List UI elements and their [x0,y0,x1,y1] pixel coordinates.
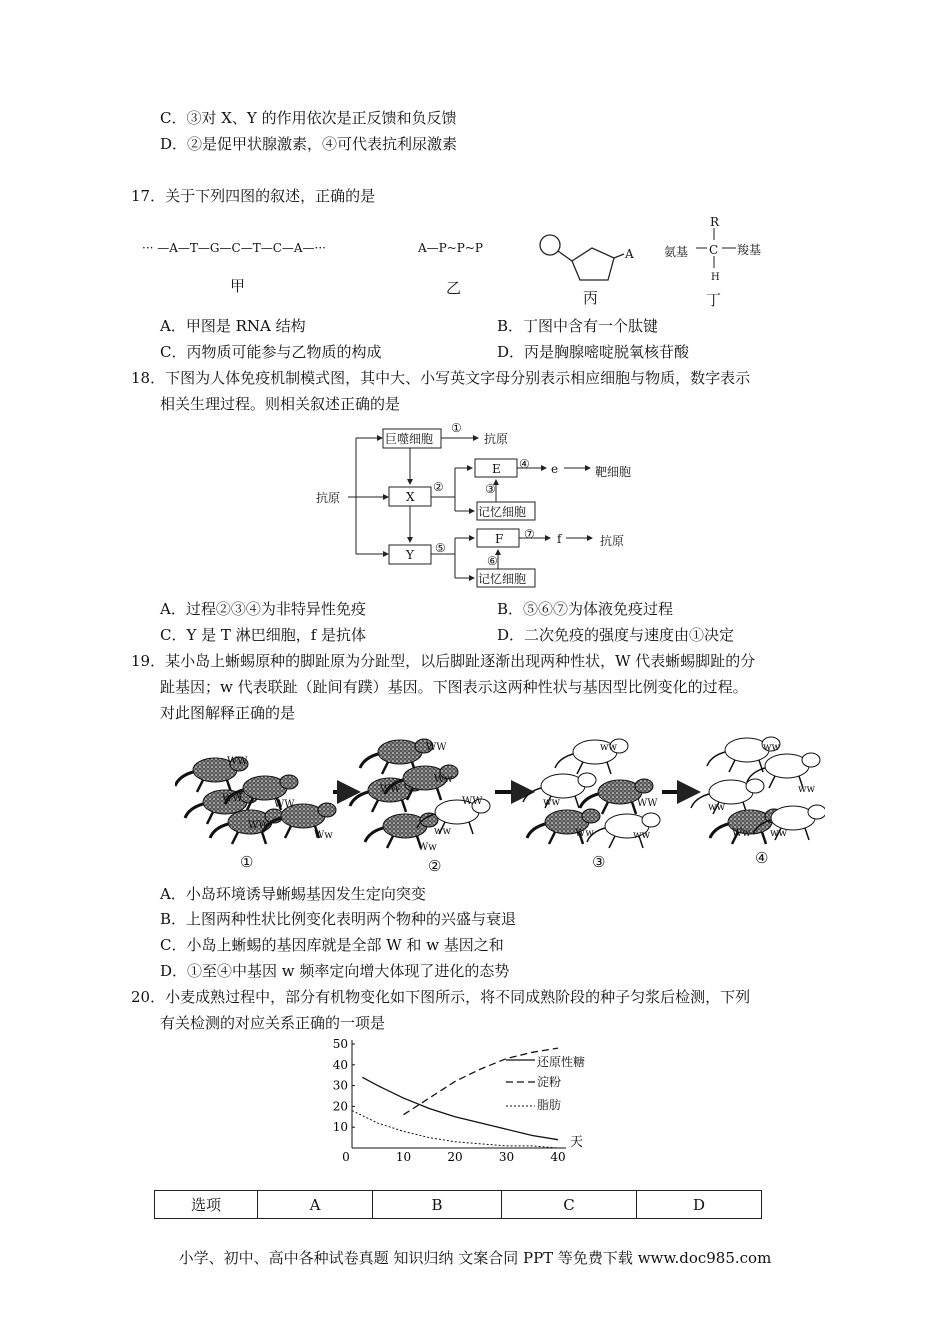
x-tick-label: 0 [342,1150,350,1164]
genotype-label: ww [770,828,788,839]
x-axis-label: 天 [570,1135,584,1150]
genotype-label: ww [434,826,452,837]
q19-stem-line2: 趾基因；w 代表联趾（趾间有蹼）基因。下图表示这两种性状与基因型比例变化的过程。 [160,678,748,696]
q18-macrophage: 巨噬细胞 [385,432,434,446]
q19-option-a: A．小岛环境诱导蜥蜴基因发生定向突变 [160,885,426,903]
q18-target-cell: 靶细胞 [595,465,632,479]
q17-ding-r: R [710,215,720,229]
q19-panel-1: ① [240,853,254,871]
q17-jia-sequence: ··· —A—T—G—C—T—C—A—··· [142,241,326,255]
q16-option-c: C．③对 X、Y 的作用依次是正反馈和负反馈 [160,109,457,127]
x-tick-label: 10 [395,1150,412,1164]
q17-yi-formula: A—P~P~P [418,241,483,255]
q18-antigen-out-1: 抗原 [484,432,509,446]
q18-num-5: ⑤ [435,541,446,555]
q17-stem: 17．关于下列四图的叙述，正确的是 [131,187,376,205]
q20-stem-line1: 20．小麦成熟过程中，部分有机物变化如下图所示，将不同成熟阶段的种子匀浆后检测，下列 [131,988,751,1006]
genotype-label: WW [227,756,248,767]
q17-ding-amino: 氨基 [664,245,689,259]
table-header-cell: C [502,1191,637,1219]
phosphate-circle [540,235,560,255]
q17-ding-carboxyl: 羧基 [737,243,762,257]
q17-option-c: C．丙物质可能参与乙物质的构成 [160,343,382,361]
q18-num-7: ⑦ [524,527,535,541]
q20-stem-line2: 有关检测的对应关系正确的一项是 [160,1014,386,1032]
y-tick-label: 30 [332,1078,348,1093]
genotype-label: WW [248,820,269,831]
page-footer: 小学、初中、高中各种试卷真题 知识归纳 文案合同 PPT 等免费下载 www.doc985.com [178,1249,772,1267]
q18-f: F [495,532,504,546]
genotype-label: ww [633,830,651,841]
q18-option-d: D．二次免疫的强度与速度由①决定 [497,626,735,644]
y-tick-label: 50 [332,1037,348,1051]
q18-stem-line1: 18．下图为人体免疫机制模式图，其中大、小写英文字母分别表示相应细胞与物质，数字表示 [131,369,751,387]
genotype-label: ww [543,797,561,808]
x-tick-label: 20 [447,1150,463,1164]
genotype-label: Ww [732,828,751,839]
q17-bing-structure [530,230,640,290]
genotype-label: Ww [314,830,333,841]
table-header-cell: D [637,1191,762,1219]
q19-option-b: B．上图两种性状比例变化表明两个物种的兴盛与衰退 [160,910,517,928]
table-header-cell: A [258,1191,373,1219]
legend-label-starch: 淀粉 [537,1075,562,1089]
bond-line [558,251,572,261]
pentose-ring [572,248,614,280]
q17-option-a: A．甲图是 RNA 结构 [160,317,306,335]
genotype-label: ww [798,784,816,795]
q18-e: E [492,462,501,476]
q19-stem-line1: 19．某小岛上蜥蜴原种的脚趾原为分趾型，以后脚趾逐渐出现两种性状，W 代表蜥蜴脚趾的分 [131,652,756,670]
genotype-label: WW [380,784,401,795]
q17-ding-bonds [690,226,750,276]
q19-option-c: C．小岛上蜥蜴的基因库就是全部 W 和 w 基因之和 [160,936,504,954]
genotype-label: ww [708,802,726,813]
genotype-label: WW [637,798,658,809]
q17-jia-label: 甲 [230,277,246,295]
q17-bing-label: 丙 [583,289,599,307]
q18-x: X [406,490,415,504]
genotype-label: Ww [575,828,594,839]
q18-num-1: ① [451,421,462,435]
q18-option-b: B．⑤⑥⑦为体液免疫过程 [497,600,674,618]
q18-antigen-input: 抗原 [316,491,341,505]
legend-label-sugar: 还原性糖 [537,1055,586,1069]
q18-e-small: e [551,462,559,476]
q17-ding-c: C [709,243,719,257]
table-row [155,1191,762,1219]
y-tick-label: 20 [332,1099,348,1114]
q17-ding-label: 丁 [706,291,722,309]
q17-option-b: B．丁图中含有一个肽键 [497,317,659,335]
q18-option-a: A．过程②③④为非特异性免疫 [160,600,366,618]
q18-stem-line2: 相关生理过程。则相关叙述正确的是 [160,395,401,413]
x-tick-label: 30 [498,1150,515,1164]
q18-num-2: ② [433,480,444,494]
genotype-label: ww [763,742,781,753]
q20-options-table [154,1190,762,1219]
q18-memory-2: 记忆细胞 [478,572,527,586]
q16-option-d: D．②是促甲状腺激素，④可代表抗利尿激素 [160,135,458,153]
q19-panel-2: ② [428,857,442,875]
y-tick-label: 40 [332,1057,348,1072]
q17-yi-label: 乙 [446,279,462,297]
q19-stem-line3: 对此图解释正确的是 [160,704,296,722]
genotype-label: ww [600,742,618,753]
genotype-label: WW [222,793,243,804]
legend-label-fat: 脂肪 [537,1098,562,1112]
q19-lizard-figure [175,730,825,860]
lizard-light [691,779,764,814]
q17-ding-h: H [711,272,720,283]
q18-y: Y [406,548,414,562]
q18-num-3: ③ [485,482,496,496]
x-tick-label: 40 [550,1150,566,1164]
q19-panel-4: ④ [755,849,769,867]
chart-legend-swatches [503,1052,539,1112]
q19-panel-3: ③ [592,853,606,871]
table-header-cell: 选项 [155,1191,258,1219]
q19-option-d: D．①至④中基因 w 频率定向增大体现了进化的态势 [160,962,510,980]
genotype-label: WW [462,796,483,807]
genotype-label: WW [426,742,447,753]
genotype-label: Ww [434,774,453,785]
q18-f-small: f [557,532,562,546]
q18-num-4: ④ [519,457,530,471]
table-header-cell: B [373,1191,502,1219]
q18-antigen-out-2: 抗原 [600,534,625,548]
q18-num-6: ⑥ [487,554,498,568]
q18-memory-1: 记忆细胞 [478,505,527,519]
y-tick-label: 10 [332,1120,348,1135]
base-bond [614,254,624,258]
q18-option-c: C．Y 是 T 淋巴细胞，f 是抗体 [160,626,367,644]
q17-option-d: D．丙是胸腺嘧啶脱氧核苷酸 [497,343,690,361]
q17-bing-base: A [625,247,634,261]
genotype-label: WW [274,799,295,810]
genotype-label: Ww [418,842,437,853]
